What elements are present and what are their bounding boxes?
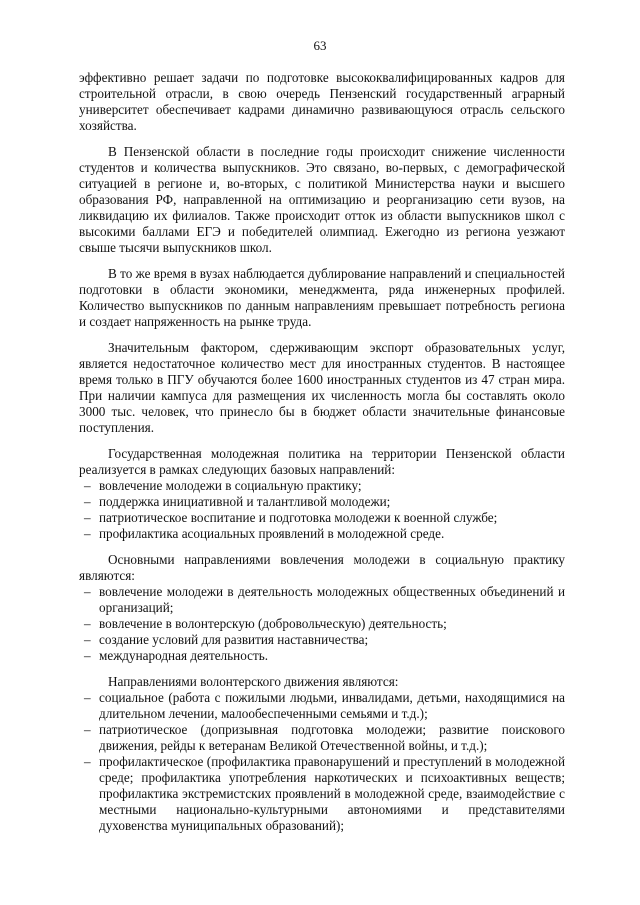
paragraph-foreign-students: Значительным фактором, сдерживающим экспорт образовательных услуг, является недостаточное количество мест для иностранных студентов. В настоящее время только в ПГУ обучаются более 1600 иностранных студентов из 47 стран мира. При наличии кампуса для размещения их численность могла бы составлять около 3000 тыс. человек, что принесло бы в бюджет области значительные финансовые поступления. [79, 340, 565, 435]
list-youth-policy [79, 478, 565, 542]
list-dash-marker: – [84, 632, 91, 647]
list-dash-marker: – [84, 690, 91, 705]
list-lead-youth-policy: Государственная молодежная политика на территории Пензенской области реализуется в рамках следующих базовых направлений: [79, 446, 565, 477]
paragraph-duplication: В то же время в вузах наблюдается дублирование направлений и специальностей подготовки в области экономики, менеджмента, ряда инженерных профилей. Количество выпускников по данным направлениям превышает потребность региона и создает напряженность на рынке труда. [79, 266, 565, 329]
list-dash-marker: – [84, 494, 91, 509]
list-dash-marker: – [84, 526, 91, 541]
page-number: 63 [313, 38, 327, 53]
list-dash-marker: – [84, 648, 91, 663]
list-item: – вовлечение в волонтерскую (добровольческую) деятельность; [84, 616, 447, 631]
list-item: – патриотическое (допризывная подготовка молодежи; развитие поискового движения, рейды к ветеранам Великой Отечественной войны, и т.д.); [84, 722, 565, 753]
list-item: – вовлечение молодежи в социальную практику; [84, 478, 362, 493]
paragraph-continuation: эффективно решает задачи по подготовке высококвалифицированных кадров для строительной отрасли, в свою очередь Пензенский государственный аграрный университет обеспечивает кадрами динамично развивающуюся отрасль сельского хозяйства. [79, 70, 565, 133]
list-item: – патриотическое воспитание и подготовка молодежи к военной службе; [84, 510, 498, 525]
list-item: – профилактика асоциальных проявлений в молодежной среде. [84, 526, 445, 541]
list-social-practice [79, 584, 565, 664]
list-volunteering [79, 690, 565, 834]
list-dash-marker: – [84, 754, 91, 769]
list-item: – поддержка инициативной и талантливой молодежи; [84, 494, 391, 509]
list-dash-marker: – [84, 616, 91, 631]
list-item: – профилактическое (профилактика правонарушений и преступлений в молодежной среде; профилактика употребления наркотических и психоактивных веществ; профилактика экстремистских проявлений в молодежной среде, взаимодействие с местными национально-культурными автономиями и представителями духовенства муниципальных образований); [84, 754, 565, 833]
list-lead-social-practice: Основными направлениями вовлечения молодежи в социальную практику являются: [79, 552, 565, 583]
list-item: – международная деятельность. [84, 648, 269, 663]
list-lead-volunteering: Направлениями волонтерского движения являются: [108, 674, 399, 689]
paragraph-enrollment-decline: В Пензенской области в последние годы происходит снижение численности студентов и количества выпускников. Это связано, во-первых, с демографической ситуацией в регионе и, во-вторых, с политикой Министерства науки и высшего образования РФ, направленной на оптимизацию и реорганизацию сети вузов, на ликвидацию их филиалов. Также происходит отток из области выпускников школ с высокими баллами ЕГЭ и победителей олимпиад. Ежегодно из региона уезжают свыше тысячи выпускников школ. [79, 144, 565, 255]
list-dash-marker: – [84, 722, 91, 737]
list-dash-marker: – [84, 478, 91, 493]
list-dash-marker: – [84, 584, 91, 599]
list-item: – вовлечение молодежи в деятельность молодежных общественных объединений и организаций; [84, 584, 565, 615]
page-content [79, 70, 565, 844]
list-dash-marker: – [84, 510, 91, 525]
list-item: – создание условий для развития наставничества; [84, 632, 369, 647]
list-item: – социальное (работа с пожилыми людьми, инвалидами, детьми, находящимися на длительном лечении, малообеспеченными семьями и т.д.); [84, 690, 565, 721]
